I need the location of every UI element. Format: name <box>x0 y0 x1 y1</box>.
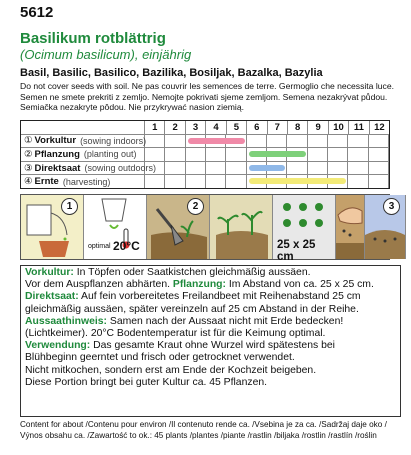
step-number-badge: 3 <box>383 198 400 215</box>
month-cell <box>206 162 226 175</box>
period-bar <box>249 151 306 157</box>
instruction-line <box>25 316 396 328</box>
month-cell <box>226 175 246 188</box>
month-cell <box>226 162 246 175</box>
month-cell <box>145 148 165 161</box>
month-cell <box>165 148 185 161</box>
month-cell <box>348 135 368 148</box>
month-header-cell: 5 <box>227 121 247 134</box>
month-cell <box>369 162 389 175</box>
month-header-cell: 10 <box>329 121 349 134</box>
instruction-text: (Lichtkeimer). 20°C Bodentemperatur ist für die Keimung optimal. <box>25 328 326 340</box>
instruction-text: Auf fein vorbereitetes Freilandbeet mit Reihenabstand 25 cm <box>78 291 361 303</box>
month-cell <box>348 148 368 161</box>
month-cell <box>186 175 206 188</box>
month-cell <box>287 135 307 148</box>
month-cells <box>145 135 389 148</box>
row-number: ③ <box>24 162 33 174</box>
activity-english: (sowing outdoors) <box>84 163 157 174</box>
spacing-label: 25 x 25 cm <box>277 239 316 263</box>
translated-names: Basil, Basilic, Basilico, Bazilika, Bosiljak, Bazalka, Bazylia <box>20 67 323 79</box>
month-cell <box>165 135 185 148</box>
activity-english: (sowing indoors) <box>80 135 147 146</box>
month-header-cell: 8 <box>288 121 308 134</box>
instruction-text: In Töpfen oder Saatkistchen gleichmäßig aussäen. <box>73 267 311 278</box>
month-cell <box>226 148 246 161</box>
instruction-line <box>25 377 396 389</box>
month-cell <box>206 175 226 188</box>
content-footer <box>20 420 405 441</box>
instruction-text: Samen nach der Aussaat nicht mit Erde bedecken! <box>107 315 344 327</box>
instruction-line <box>25 352 396 364</box>
month-cells <box>145 148 389 161</box>
calendar-row <box>21 148 389 162</box>
product-code: 5612 <box>20 4 54 21</box>
panel-planting-out <box>147 195 210 259</box>
month-cell <box>247 135 267 148</box>
month-cell <box>328 148 348 161</box>
footer-line: Výnos obsahu ca. /Zawartość to ok.: 45 plants /plantes /piante /rastlin /biljaka /rostlin /rastlín /roślin <box>20 430 377 440</box>
instruction-line <box>25 267 396 279</box>
panel-row-sowing <box>365 195 406 259</box>
month-cell <box>206 148 226 161</box>
calendar-row-label <box>21 162 157 175</box>
calendar-corner <box>21 121 145 134</box>
month-cell <box>328 162 348 175</box>
month-cell <box>165 162 185 175</box>
calendar-row <box>21 162 389 176</box>
row-number: ② <box>24 148 33 160</box>
month-cell <box>328 135 348 148</box>
month-header-cell: 1 <box>145 121 165 134</box>
row-number: ① <box>24 135 33 147</box>
period-bar <box>249 165 286 171</box>
month-cell <box>287 162 307 175</box>
panel-spacing <box>273 195 336 263</box>
month-cell <box>165 175 185 188</box>
activity-name: Ernte <box>34 176 59 188</box>
calendar-row-label <box>21 175 145 188</box>
step-number-badge: 2 <box>187 198 204 215</box>
instruction-line <box>25 328 396 340</box>
sowing-warnings <box>20 81 405 113</box>
month-header-cell: 4 <box>206 121 226 134</box>
instruction-heading: Vorkultur: <box>25 267 74 278</box>
calendar-header-row <box>21 121 389 135</box>
instruction-text: Das gesamte Kraut ohne Wurzel wird spätestens bei <box>90 340 335 352</box>
month-header-cell: 9 <box>308 121 328 134</box>
month-cell <box>348 175 368 188</box>
activity-name: Vorkultur <box>34 135 77 147</box>
instruction-line <box>25 365 396 377</box>
instruction-line <box>25 304 396 316</box>
activity-english: (harvesting) <box>62 176 111 187</box>
instruction-text: Vor dem Auspflanzen abhärten. <box>25 279 173 291</box>
instruction-text: Im Abstand von ca. 25 x 25 cm. <box>226 279 374 291</box>
instruction-heading: Aussaathinweis: <box>25 315 107 327</box>
activity-name: Pflanzung <box>34 148 80 160</box>
month-header-cell: 6 <box>247 121 267 134</box>
optimal-temperature: 20°C <box>113 239 140 253</box>
panel-sowing-indoors <box>21 195 84 259</box>
month-cell <box>145 135 165 148</box>
panel-direct-sowing <box>336 195 365 259</box>
instruction-text: Blühbeginn geerntet und frisch oder getrocknet verwendet. <box>25 352 295 364</box>
month-header <box>145 121 389 134</box>
instruction-line <box>25 279 396 291</box>
pictogram-strip <box>20 194 395 263</box>
month-header-cell: 12 <box>374 121 385 133</box>
month-cell <box>348 162 368 175</box>
step-number-badge: 1 <box>61 198 78 215</box>
product-title: Basilikum rotblättrig <box>20 30 166 47</box>
instruction-heading: Pflanzung: <box>172 279 226 291</box>
month-header-cell: 7 <box>268 121 288 134</box>
footer-line: Content for about /Contenu pour environ /Il contenuto rende ca. /Vsebina je za ca. /Sadržaj daje oko / <box>20 420 387 429</box>
month-cell <box>308 135 328 148</box>
growing-instructions <box>20 265 401 417</box>
month-cells <box>145 162 389 175</box>
optimal-label: optimal <box>88 243 111 250</box>
instruction-text: Diese Portion bringt bei guter Kultur ca. 45 Pflanzen. <box>25 376 268 388</box>
instruction-text: Nicht mitkochen, sondern erst am Ende der Kochzeit beigeben. <box>25 364 317 376</box>
latin-name: (Ocimum basilicum), einjährig <box>20 47 192 62</box>
calendar-row <box>21 175 389 188</box>
hand-sowing-icon <box>336 195 364 259</box>
row-number: ④ <box>24 176 33 188</box>
month-cell <box>267 135 287 148</box>
instruction-line <box>25 291 396 303</box>
panel-optimal-temperature <box>84 195 147 259</box>
instruction-heading: Direktsaat: <box>25 291 79 303</box>
month-cell <box>308 162 328 175</box>
seedlings-icon <box>210 195 272 259</box>
month-cell <box>145 162 165 175</box>
month-cell <box>308 148 328 161</box>
month-header-cell: 2 <box>165 121 185 134</box>
month-header-cell: 11 <box>349 121 369 134</box>
activity-english: (planting out) <box>83 149 137 160</box>
calendar-row-label <box>21 148 145 161</box>
sowing-calendar <box>20 120 390 189</box>
calendar-row <box>21 135 389 149</box>
instruction-text: gleichmäßig aussäen, später vereinzeln auf 25 cm Abstand in der Reihe. <box>25 303 359 315</box>
calendar-row-label <box>21 135 145 148</box>
activity-name: Direktsaat <box>34 162 81 174</box>
month-cell <box>186 162 206 175</box>
warning-line: Semen ne smete prekriti z zemljo. Nemojte pokrivati sjeme zemljom. Semena nezakrývat půdou. <box>20 91 388 102</box>
instruction-heading: Verwendung: <box>25 340 91 352</box>
period-bar <box>249 178 347 184</box>
panel-plants <box>210 195 273 259</box>
month-cells <box>145 175 389 188</box>
instruction-line <box>25 340 396 352</box>
month-cell <box>186 148 206 161</box>
warning-line: Do not cover seeds with soil. Ne pas couvrir les semences de terre. Germoglio che necessita luce. <box>20 81 394 91</box>
month-header-cell: 3 <box>186 121 206 134</box>
month-cell <box>369 148 389 161</box>
month-cell <box>145 175 165 188</box>
period-bar <box>188 138 245 144</box>
warning-line: Semiačka nezakryte pôdou. Nie przykrywać nasion ziemią. <box>20 102 245 113</box>
month-cell <box>369 175 389 188</box>
month-cell <box>369 135 389 148</box>
